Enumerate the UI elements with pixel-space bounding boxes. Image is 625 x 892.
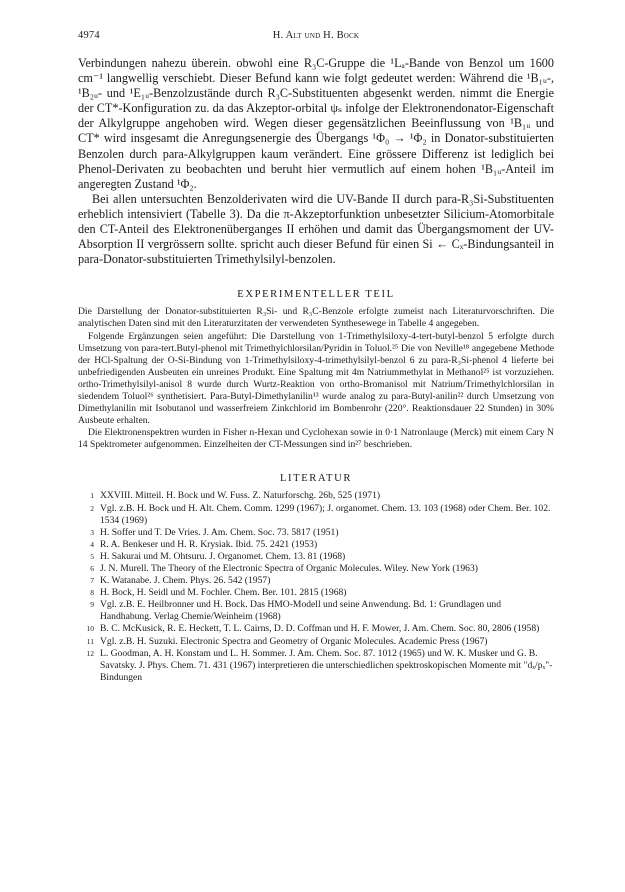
page-header <box>78 30 554 46</box>
reference-number: 6 <box>90 564 94 573</box>
body-paragraph-2: Bei allen untersuchten Benzolderivaten wird die UV-Bande II durch para-R₃Si-Substituenten erheblich intensiviert (Tabelle 3). Da die π-Akzeptorfunktion unbesetzter Silicium-Atomorbitale den CT-Anteil des Elektronenüberganges II erhöhen und damit das Übergangsmoment der UV-Absorption II vergrössern sollte. spricht auch dieser Befund für einen Si ← Cₓ-Bindungsanteil in para-Donator-substituierten Trimethylsilyl-benzolen. <box>78 191 554 267</box>
reference-item <box>78 587 554 599</box>
reference-text: XXVIII. Mitteil. H. Bock und W. Fuss. Z. Naturforschg. 26b, 525 (1971) <box>100 490 381 502</box>
reference-number: 7 <box>90 576 94 586</box>
reference-item <box>78 539 554 551</box>
journal-page <box>78 30 554 684</box>
reference-text: Vgl. z.B. E. Heilbronner und H. Bock. Das HMO-Modell und seine Anwendung. Bd. 1: Grundlagen und Handhabung. Verlag Chemie/Weinheim (1968) <box>100 599 502 623</box>
experimental-paragraph-3: Die Elektronenspektren wurden in Fisher n-Hexan und Cyclohexan sowie in 0·1 Natronlauge (Merck) mit einem Cary N 14 Spektrometer aufgenommen. Einzelheiten der CT-Messungen sind in²⁷ beschrieben. <box>78 427 554 451</box>
reference-number: 9 <box>90 600 94 610</box>
body-paragraph-1: Verbindungen nahezu überein. obwohl eine R₃C-Gruppe die ¹Lₐ-Bande von Benzol um 1600 cm⁻¹ langwellig verschiebt. Dieser Befund kann wie folgt gedeutet werden: Während die ¹B₁ᵤ-, ¹B₂ᵤ- und ¹E₁ᵤ-Benzolzustände durch R₃C-Substituenten abgesenkt werden. nimmt die Energie der CT*-Konfiguration zu. da das Akzeptor-orbital ψₛ infolge der Elektronendonator-Eigenschaft der Alkylgruppe angehoben wird. Wegen dieser gegensätzlichen Beeinflussung von ¹B₁ᵤ und CT* wird insgesamt die Anregungsenergie des Übergangs ¹Φ₀ → ¹Φ₂ in Donator-substituierten Benzolen durch para-Alkylgruppen kaum verändert. Eine grössere Differenz ist lediglich bei Phenol-Derivaten zu beobachten und beruht hier vermutlich auf einem hohen ¹B₁ᵤ-Anteil im angeregten Zustand ¹Φ₂. <box>78 56 554 191</box>
reference-text: H. Bock, H. Seidl und M. Fochler. Chem. Ber. 101. 2815 (1968) <box>100 587 347 599</box>
reference-number: 2 <box>90 503 94 513</box>
reference-text: Vgl. z.B. H. Suzuki. Electronic Spectra and Geometry of Organic Molecules. Academic Press (1967) <box>100 635 488 647</box>
reference-list <box>78 490 554 684</box>
reference-text: R. A. Benkeser und H. R. Krysiak. Ibid. 75. 2421 (1953) <box>100 538 318 550</box>
reference-item <box>78 599 554 623</box>
reference-number: 11 <box>86 636 94 646</box>
reference-text: L. Goodman, A. H. Konstam und L. H. Sommer. J. Am. Chem. Soc. 87. 1012 (1965) und W. K. Musker und G. B. Savatsky. J. Phys. Chem. 71. 431 (1967) interpretieren die unterschiedlichen spektroskopischen Momente mit "dₓ/pₓ"-Bindungen <box>100 647 553 683</box>
experimental-paragraph-1: Die Darstellung der Donator-substituierten R₃Si- und R₃C-Benzole erfolgte zumeist nach Literaturvorschriften. Die analytischen Daten sind mit den Literaturzitaten der verwendeten Synthesewege in Tabelle 4 angegeben. <box>78 306 554 330</box>
experimental-section <box>78 306 554 451</box>
reference-text: B. C. McKusick, R. E. Heckett, T. L. Cairns, D. D. Coffman und H. F. Mower, J. Am. Chem. Soc. 80, 2806 (1958) <box>100 623 540 635</box>
reference-item <box>78 575 554 587</box>
reference-text: H. Sakurai und M. Ohtsuru. J. Organomet. Chem. 13. 81 (1968) <box>100 550 346 562</box>
reference-item <box>78 623 554 635</box>
reference-number: 1 <box>90 491 94 501</box>
reference-item <box>78 563 554 575</box>
experimental-section-title: EXPERIMENTELLER TEIL <box>237 289 395 301</box>
reference-number: 3 <box>90 527 94 537</box>
reference-item <box>78 636 554 648</box>
reference-text: Vgl. z.B. H. Bock und H. Alt. Chem. Comm. 1299 (1967); J. organomet. Chem. 13. 103 (1968) oder Chem. Ber. 102. 1534 (1969) <box>100 502 551 526</box>
main-text <box>78 56 554 267</box>
experimental-paragraph-2: Folgende Ergänzungen seien angeführt: Die Darstellung von 1-Trimethylsiloxy-4-tert-butyl-benzol 5 erfolgte durch Umsetzung von para-tert.Butyl-phenol mit Trimethylchlorsilan/Pyridin in Toluol.²⁵ Die von Neville¹⁸ angegebene Methode der HCl-Spaltung der O-Si-Bindung von 1-Trimethylsiloxy-4-trimethylsilyl-benzol 6 zu para-R₃Si-phenol 4 lieferte bei unbefriedigenden Ausbeuten ein unreines Produkt. Eine Spaltung mit 4m Natriummethylat in Methanol²⁵ ist vorzuziehen. ortho-Trimethylsilyl-anisol 8 wurde durch Wurtz-Reaktion von ortho-Bromanisol mit Natrium/Trimethylchlorsilan in siedendem Toluol²⁶ synthetisiert. Para-Butyl-Dimethylanilin¹³ wurde analog zu para-Butyl-anilin²² durch Umsetzung von Dimethylanilin mit Isobutanol und wasserfreiem Zinkchlorid im Bombenrohr (220°. Reaktionsdauer 22 Stunden) in 30% Ausbeute erhalten. <box>78 330 554 427</box>
reference-item <box>78 551 554 563</box>
reference-number: 5 <box>90 551 94 561</box>
reference-text: K. Watanabe. J. Chem. Phys. 26. 542 (1957) <box>100 575 271 587</box>
reference-item <box>78 490 554 502</box>
reference-number: 10 <box>86 624 94 634</box>
page-number: 4974 <box>78 30 100 41</box>
reference-item <box>78 503 554 527</box>
literature-section-title: LITERATUR <box>279 473 353 485</box>
running-head-authors: H. Alt und H. Bock <box>272 30 360 41</box>
reference-number: 8 <box>90 588 94 598</box>
reference-text: H. Soffer und T. De Vries. J. Am. Chem. Soc. 73. 5817 (1951) <box>100 526 339 538</box>
reference-text: J. N. Murell. The Theory of the Electronic Spectra of Organic Molecules. Wiley. New York (1963) <box>100 563 478 574</box>
reference-item <box>78 648 554 684</box>
reference-number: 4 <box>90 539 94 549</box>
reference-item <box>78 527 554 539</box>
reference-number: 12 <box>86 648 94 658</box>
